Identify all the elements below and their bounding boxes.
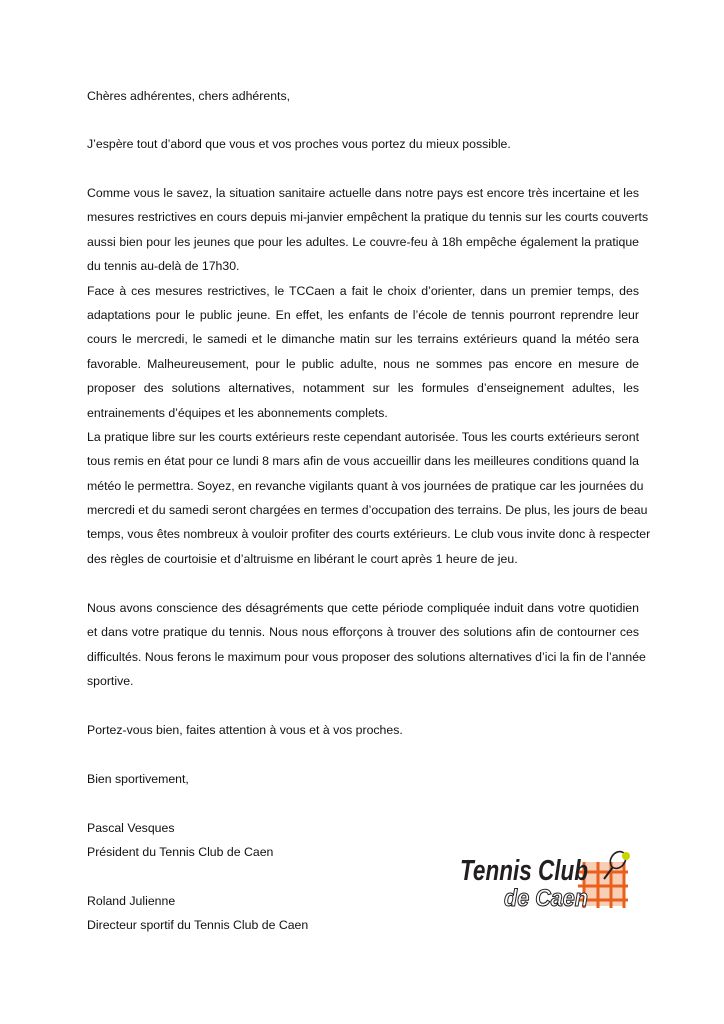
paragraph-1: [87, 181, 651, 571]
paragraph-line: mercredi et du samedi seront chargées en termes d’occupation des terrains. De plus, les jours de beau: [87, 503, 648, 518]
paragraph-line: La pratique libre sur les courts extérieurs reste cependant autorisée. Tous les courts extérieurs seront: [87, 429, 639, 444]
paragraph-line: Face à ces mesures restrictives, le TCCaen a fait le choix d’orienter, dans un premier temps, des: [87, 283, 639, 298]
paragraph-line: proposer des solutions alternatives, notamment sur les formules d’enseignement adultes, les: [87, 381, 639, 396]
logo-title: Tennis Club: [460, 855, 588, 887]
paragraph-line: mesures restrictives en cours depuis mi-janvier empêchent la pratique du tennis sur les courts couverts: [87, 210, 649, 225]
paragraph-line: difficultés. Nous ferons le maximum pour vous proposer des solutions alternatives d’ici la fin de l’année: [87, 649, 646, 664]
paragraph-line: favorable. Malheureusement, pour le public adulte, nous ne sommes pas encore en mesure de: [87, 356, 639, 371]
tennis-club-logo: [458, 848, 634, 914]
tennis-ball-icon: [622, 852, 630, 860]
paragraph-line: tous remis en état pour ce lundi 8 mars afin de vous accueillir dans les meilleures conditions quand la: [87, 454, 639, 469]
paragraph-line: sportive.: [87, 674, 134, 689]
paragraph-line: cours le mercredi, le samedi et le dimanche matin sur les terrains extérieurs quand la météo sera: [87, 332, 639, 347]
paragraph-2: [87, 596, 646, 694]
closing-line: Bien sportivement,: [87, 772, 189, 786]
intro-line: J’espère tout d’abord que vous et vos proches vous portez du mieux possible.: [87, 137, 511, 151]
wishes-line: Portez-vous bien, faites attention à vous et à vos proches.: [87, 723, 403, 737]
logo-subtitle: de Caen: [504, 885, 588, 912]
paragraph-line: et dans votre pratique du tennis. Nous nous efforçons à trouver des solutions afin de contourner ces: [87, 625, 639, 640]
paragraph-line: du tennis au-delà de 17h30.: [87, 259, 240, 274]
paragraph-line: Comme vous le savez, la situation sanitaire actuelle dans notre pays est encore très incertaine et les: [87, 186, 639, 200]
paragraph-line: aussi bien pour les jeunes que pour les adultes. Le couvre-feu à 18h empêche également la pratique: [87, 234, 639, 249]
paragraph-line: entrainements d’équipes et les abonnements complets.: [87, 405, 388, 420]
signatory-1-name: Pascal Vesques: [87, 821, 175, 835]
signatory-1-title: Président du Tennis Club de Caen: [87, 845, 274, 859]
paragraph-line: adaptations pour le public jeune. En effet, les enfants de l’école de tennis pourront reprendre leur: [87, 307, 639, 322]
paragraph-line: météo le permettra. Soyez, en revanche vigilants quant à vos journées de pratique car les journées du: [87, 478, 644, 493]
signatory-2-title: Directeur sportif du Tennis Club de Caen: [87, 918, 309, 932]
paragraph-line: des règles de courtoisie et d’altruisme en libérant le court après 1 heure de jeu.: [87, 551, 518, 566]
paragraph-line: temps, vous êtes nombreux à vouloir profiter des courts extérieurs. Le club vous invite donc à respecter: [87, 527, 651, 542]
signatory-2-name: Roland Julienne: [87, 894, 176, 908]
paragraph-line: Nous avons conscience des désagréments que cette période compliquée induit dans votre quotidien: [87, 601, 639, 615]
salutation: Chères adhérentes, chers adhérents,: [87, 89, 291, 103]
